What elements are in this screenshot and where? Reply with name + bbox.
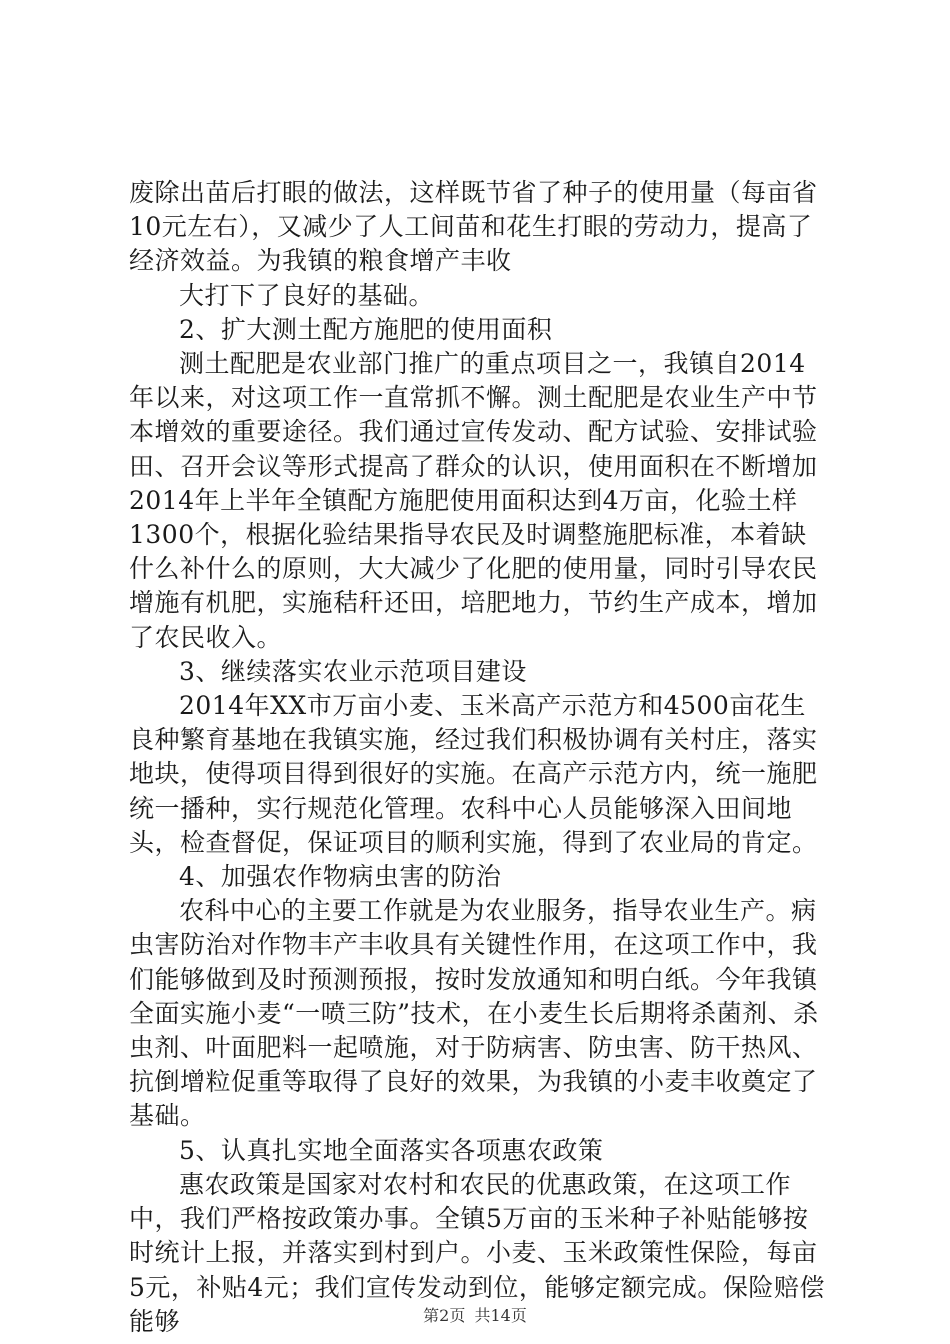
page-footer bbox=[0, 1306, 950, 1326]
section-heading-demo-projects: 3、继续落实农业示范项目建设 bbox=[179, 656, 527, 686]
page-number: 第2页 bbox=[423, 1306, 466, 1325]
paragraph-pest-control: 农科中心的主要工作就是为农业服务，指导农业生产。病虫害防治对作物丰产丰收具有关键性作用，在这项工作中，我们能够做到及时预测预报，按时发放通知和明白纸。今年我镇全面实施小麦“一喷三防”技术，在小麦生长后期将杀菌剂、杀虫剂、叶面肥料一起喷施，对于防病害、防虫害、防干热风、抗倒增粒促重等取得了良好的效果，为我镇的小麦丰收奠定了基础。 bbox=[129, 896, 819, 1131]
document-body bbox=[129, 176, 829, 1339]
section-heading-pest-control: 4、加强农作物病虫害的防治 bbox=[179, 862, 502, 892]
paragraph-continuation: 废除出苗后打眼的做法，这样既节省了种子的使用量（每亩省10元左右），又减少了人工间苗和花生打眼的劳动力，提高了经济效益。为我镇的粮食增产丰收 bbox=[129, 178, 818, 276]
section-heading-soil-testing: 2、扩大测土配方施肥的使用面积 bbox=[179, 314, 553, 344]
paragraph-policies: 惠农政策是国家对农村和农民的优惠政策，在这项工作中，我们严格按政策办事。全镇5万亩的玉米种子补贴能够按时统计上报，并落实到村到户。小麦、玉米政策性保险，每亩5元，补贴4元；我们宣传发动到位，能够定额完成。保险赔偿能够 bbox=[129, 1169, 825, 1336]
paragraph-continuation-tail: 大打下了良好的基础。 bbox=[179, 280, 435, 310]
paragraph-demo-projects: 2014年XX市万亩小麦、玉米高产示范方和4500亩花生良种繁育基地在我镇实施，经过我们积极协调有关村庄，落实地块，使得项目得到很好的实施。在高产示范方内，统一施肥统一播种，实行规范化管理。农科中心人员能够深入田间地头，检查督促，保证项目的顺利实施，得到了农业局的肯定。 bbox=[129, 691, 818, 857]
section-heading-policies: 5、认真扎实地全面落实各项惠农政策 bbox=[179, 1135, 604, 1165]
paragraph-soil-testing: 测土配肥是农业部门推广的重点项目之一，我镇自2014年以来，对这项工作一直常抓不懈。测土配肥是农业生产中节本增效的重要途径。我们通过宣传发动、配方试验、安排试验田、召开会议等形式提高了群众的认识，使用面积在不断增加2014年上半年全镇配方施肥使用面积达到4万亩，化验土样1300个，根据化验结果指导农民及时调整施肥标准，本着缺什么补什么的原则，大大减少了化肥的使用量，同时引导农民增施有机肥，实施秸秆还田，培肥地力，节约生产成本，增加了农民收入。 bbox=[129, 349, 818, 652]
page-total: 共14页 bbox=[474, 1306, 527, 1325]
